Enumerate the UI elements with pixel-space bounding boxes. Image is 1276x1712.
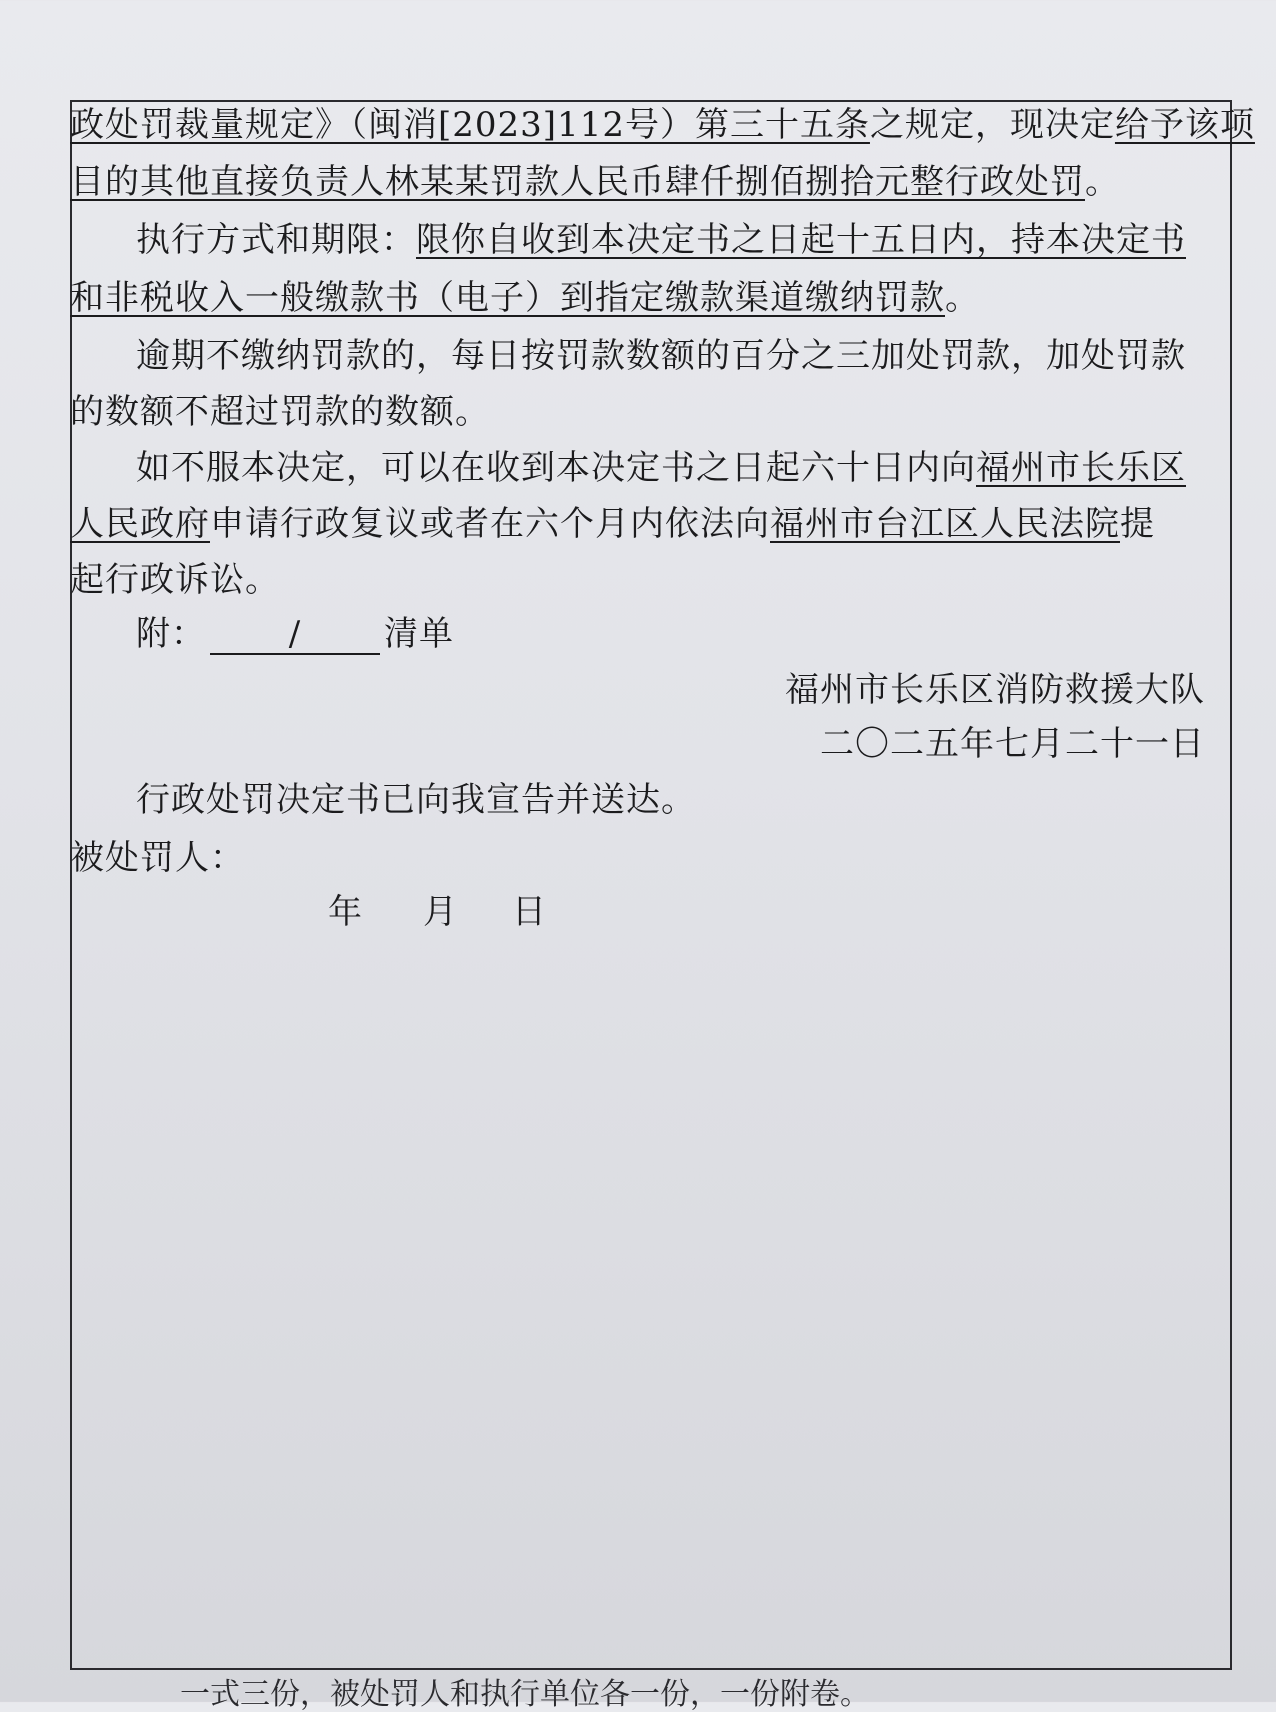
execution-text: 限你自收到本决定书之日起十五日内，持本决定书	[416, 220, 1186, 260]
attachment-blank: /	[210, 615, 380, 655]
body-line-6	[70, 392, 490, 432]
receipt-statement: 行政处罚决定书已向我宣告并送达。	[136, 780, 696, 820]
appeal-text: 如不服本决定，可以在收到本决定书之日起六十日内向	[136, 448, 976, 488]
date-year: 年	[328, 892, 363, 932]
date-day: 日	[512, 892, 547, 932]
date-month: 月	[423, 892, 458, 932]
review-authority: 福州市长乐区	[976, 448, 1186, 488]
body-line-2: 目的其他直接负责人林某某罚款人民币肆仟捌佰捌拾元整行政处罚。	[70, 162, 1120, 202]
body-line-5	[136, 336, 1186, 376]
attachment-suffix: 清单	[384, 614, 454, 654]
appeal-text-end: 起行政诉讼。	[70, 560, 280, 600]
body-line-1: 政处罚裁量规定》（闽消[2023]112号）第三十五条之规定，现决定给予该项	[70, 105, 1255, 145]
issuer-org: 福州市长乐区消防救援大队	[785, 670, 1205, 710]
body-line-9	[70, 560, 280, 600]
execution-text-cont: 和非税收入一般缴款书（电子）到指定缴款渠道缴纳罚款	[70, 278, 945, 318]
court-name: 福州市台江区人民法院	[770, 504, 1120, 544]
overdue-text-cont: 的数额不超过罚款的数额。	[70, 392, 490, 432]
execution-label: 执行方式和期限：	[136, 220, 416, 260]
attachment-label: 附：	[136, 614, 206, 654]
issuer-date: 二〇二五年七月二十一日	[820, 724, 1205, 764]
body-line-8: 人民政府申请行政复议或者在六个月内依法向福州市台江区人民法院提	[70, 504, 1155, 544]
body-line-4: 和非税收入一般缴款书（电子）到指定缴款渠道缴纳罚款。	[70, 278, 980, 318]
copies-note: 一式三份，被处罚人和执行单位各一份，一份附卷。	[180, 1677, 870, 1712]
signature-date	[328, 892, 547, 932]
penalty-text-start: 给予该项	[1114, 105, 1255, 145]
attachment-line	[136, 614, 454, 655]
review-authority-cont: 人民政府	[70, 504, 210, 544]
signer-label: 被处罚人：	[70, 838, 245, 878]
body-line-3	[136, 220, 1186, 260]
legal-basis-text: 政处罚裁量规定》（闽消[2023]112号）第三十五条	[70, 105, 870, 145]
overdue-text: 逾期不缴纳罚款的，每日按罚款数额的百分之三加处罚款，加处罚款	[136, 336, 1186, 376]
penalty-text: 目的其他直接负责人林某某罚款人民币肆仟捌佰捌拾元整行政处罚	[70, 162, 1085, 202]
body-line-7	[136, 448, 1186, 488]
